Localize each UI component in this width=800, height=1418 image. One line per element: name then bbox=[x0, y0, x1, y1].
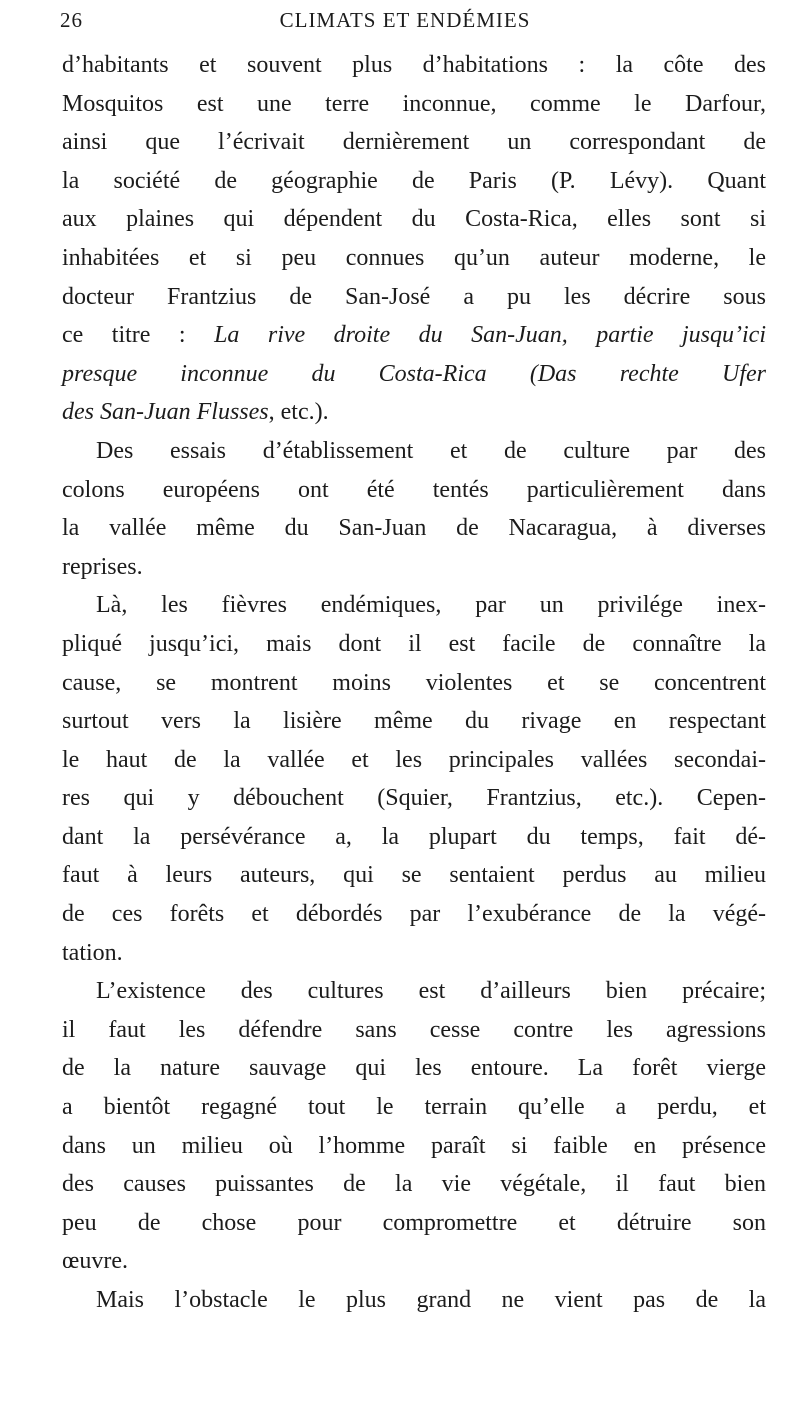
text-line bbox=[62, 664, 766, 703]
text-line bbox=[62, 278, 766, 317]
body-text bbox=[62, 46, 766, 1320]
text-segment: pliqué jusqu’ici, mais dont il est facile de connaître la bbox=[62, 630, 766, 657]
text-line bbox=[62, 471, 766, 510]
text-line bbox=[62, 85, 766, 124]
text-segment: dans un milieu où l’homme paraît si faible en présence bbox=[62, 1132, 766, 1159]
text-segment: d’habitants et souvent plus d’habitations : la côte des bbox=[62, 52, 766, 78]
text-line bbox=[62, 393, 766, 432]
text-segment: Mais l’obstacle le plus grand ne vient pas de la bbox=[96, 1287, 766, 1313]
text-segment: Mosquitos est une terre inconnue, comme le Darfour, bbox=[62, 90, 766, 117]
text-line bbox=[62, 895, 766, 934]
text-segment: Là, les fièvres endémiques, par un privilége inex- bbox=[96, 592, 766, 619]
text-segment: , etc.). bbox=[268, 399, 329, 426]
text-line bbox=[62, 1049, 766, 1088]
text-line bbox=[62, 1088, 766, 1127]
italic-segment: des San-Juan Flusses bbox=[62, 399, 269, 426]
text-segment: tation. bbox=[62, 939, 123, 966]
text-segment: il faut les défendre sans cesse contre les agressions bbox=[62, 1016, 766, 1043]
running-head bbox=[60, 8, 750, 36]
text-segment: dant la persévérance a, la plupart du temps, fait dé- bbox=[62, 823, 766, 850]
italic-segment: La rive droite du San-Juan, partie jusqu’ici bbox=[214, 322, 766, 349]
text-segment: Des essais d’établissement et de culture par des bbox=[96, 437, 766, 464]
text-segment: des causes puissantes de la vie végétale, il faut bien bbox=[62, 1171, 766, 1198]
text-line bbox=[62, 200, 766, 239]
text-segment: a bientôt regagné tout le terrain qu’elle a perdu, et bbox=[62, 1094, 766, 1121]
text-segment: docteur Frantzius de San-José a pu les décrire sous bbox=[62, 283, 766, 310]
text-segment: la vallée même du San-Juan de Nacaragua, à diverses bbox=[62, 515, 766, 542]
text-segment: reprises. bbox=[62, 553, 143, 580]
text-line bbox=[62, 162, 766, 201]
text-segment: œuvre. bbox=[62, 1248, 128, 1275]
text-segment: inhabitées et si peu connues qu’un auteur moderne, le bbox=[62, 244, 766, 271]
text-segment: colons européens ont été tentés particulièrement dans bbox=[62, 476, 766, 503]
text-segment: ainsi que l’écrivait dernièrement un correspondant de bbox=[62, 129, 766, 156]
text-segment: la société de géographie de Paris (P. Lévy). Quant bbox=[62, 167, 766, 194]
text-segment: L’existence des cultures est d’ailleurs bien précaire; bbox=[96, 978, 766, 1005]
text-segment: faut à leurs auteurs, qui se sentaient perdus au milieu bbox=[62, 862, 766, 889]
text-line bbox=[62, 1281, 766, 1320]
text-line bbox=[62, 586, 766, 625]
text-line bbox=[62, 625, 766, 664]
text-line bbox=[62, 355, 766, 394]
text-line bbox=[62, 239, 766, 278]
text-line bbox=[62, 1165, 766, 1204]
text-segment: ce titre : bbox=[62, 322, 215, 349]
text-line bbox=[62, 123, 766, 162]
text-line bbox=[62, 432, 766, 471]
text-segment: de ces forêts et débordés par l’exubérance de la végé- bbox=[62, 901, 766, 928]
running-title: CLIMATS ET ENDÉMIES bbox=[279, 8, 531, 32]
text-line bbox=[62, 702, 766, 741]
text-line bbox=[62, 972, 766, 1011]
text-segment: surtout vers la lisière même du rivage en respectant bbox=[62, 708, 766, 735]
text-line bbox=[62, 548, 766, 587]
text-line bbox=[62, 779, 766, 818]
text-segment: aux plaines qui dépendent du Costa-Rica, elles sont si bbox=[62, 206, 766, 233]
text-segment: le haut de la vallée et les principales vallées secondai- bbox=[62, 746, 766, 773]
text-line bbox=[62, 741, 766, 780]
text-segment: peu de chose pour compromettre et détruire son bbox=[62, 1209, 766, 1236]
text-line bbox=[62, 46, 766, 85]
text-line bbox=[62, 1011, 766, 1050]
italic-segment: presque inconnue du Costa-Rica (Das rechte Ufer bbox=[62, 360, 766, 387]
text-line bbox=[62, 509, 766, 548]
text-line bbox=[62, 1127, 766, 1166]
text-line bbox=[62, 818, 766, 857]
text-line bbox=[62, 1242, 766, 1281]
text-segment: de la nature sauvage qui les entoure. La forêt vierge bbox=[62, 1055, 766, 1082]
text-segment: res qui y débouchent (Squier, Frantzius, etc.). Cepen- bbox=[62, 785, 766, 812]
text-line bbox=[62, 856, 766, 895]
text-line bbox=[62, 1204, 766, 1243]
page-number: 26 bbox=[60, 8, 83, 32]
text-line bbox=[62, 316, 766, 355]
text-line bbox=[62, 934, 766, 973]
text-segment: cause, se montrent moins violentes et se concentrent bbox=[62, 669, 766, 696]
